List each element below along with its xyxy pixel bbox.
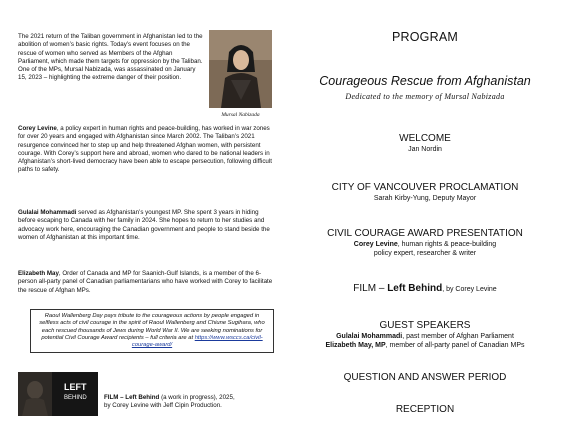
film-thumb-title-1: LEFT: [64, 382, 87, 392]
dedication: Dedicated to the memory of Mursal Nabizada: [345, 92, 505, 101]
program-reception: RECEPTION: [395, 404, 455, 415]
speaker-2-name: Elizabeth May, MP: [325, 342, 386, 349]
film-description: [104, 394, 274, 411]
mursal-nabizada-photo: [209, 30, 272, 108]
speaker-2-role: , member of all-party panel of Canadian MPs: [385, 342, 525, 349]
program-proclamation: [296, 182, 554, 203]
welcome-heading: WELCOME: [399, 133, 451, 144]
film-suffix: , by Corey Levine: [442, 286, 497, 293]
wallenberg-notice-box: [30, 309, 274, 353]
film-desc: (a work in progress), 2025,: [159, 394, 235, 401]
speakers-heading: GUEST SPEAKERS: [379, 320, 471, 331]
program-welcome: [296, 133, 554, 154]
event-title: Courageous Rescue from Afghanistan: [319, 74, 531, 88]
proclamation-speaker: Sarah Kirby-Yung, Deputy Mayor: [373, 195, 477, 202]
program-speakers: [296, 320, 554, 350]
film-prefix: FILM –: [353, 283, 388, 294]
bio-name: Corey Levine: [18, 125, 57, 132]
welcome-speaker: Jan Nordin: [408, 146, 442, 153]
program-award: [296, 228, 554, 258]
award-desc-2: policy expert, researcher & writer: [373, 250, 477, 257]
film-credit: by Corey Levine with Jeff Cipin Production.: [104, 402, 222, 410]
award-heading: CIVIL COURAGE AWARD PRESENTATION: [327, 228, 523, 239]
bio-name: Elizabeth May: [18, 270, 59, 277]
film-title: Left Behind: [387, 283, 443, 294]
intro-paragraph: The 2021 return of the Taliban government in Afghanistan led to the abolition of women’s basic rights. Today’s event focuses on the rescue of women who served as Members of the Afghan Parliament, which made them targets for oppression by the Taliban. One of the MPs, Mursal Nabizada, was assassinated on January 15, 2023 – highlighting the extreme danger of their position.: [18, 33, 203, 82]
bio-text: , Order of Canada and MP for Saanich-Gulf Islands, is a member of the 6-person all-party panel of Canadian parliamentarians who have worked with Corey to facilitate the rescue of Afghan MPs.: [18, 270, 273, 294]
film-label: FILM – Left Behind: [104, 394, 160, 401]
award-recipient: Corey Levine: [353, 241, 398, 248]
bio-gulalai-mohammadi: [18, 209, 274, 242]
program-title: PROGRAM: [392, 30, 458, 44]
bio-corey-levine: [18, 125, 274, 175]
photo-caption: Mursal Nabizada: [221, 112, 260, 118]
speaker-1-name: Gulalai Mohammadi: [336, 333, 403, 340]
civil-courage-link[interactable]: https://www.wsccs.ca/civil-courage-award/: [131, 334, 263, 349]
bio-text: , a policy expert in human rights and peace-building, has worked in war zones for over 20 years and engaged with Afghanistan since March 2002. The Taliban’s 2021 resurgence convinced her to step up and help threatened Afghan women, with persistent courage. With Corey’s support here and abroad, women who dared to be national leaders in Afghanistan’s short-lived democracy have been able to escape persecution, following difficult paths to safety.: [18, 125, 272, 174]
bio-name: Gulalai Mohammadi: [18, 209, 77, 216]
program-film: [296, 283, 554, 294]
film-thumbnail: [18, 372, 98, 416]
bio-elizabeth-may: [18, 270, 274, 295]
speaker-1-role: , past member of Afghan Parliament: [402, 333, 514, 340]
film-thumb-title-2: BEHIND: [64, 395, 87, 401]
award-desc-1: , human rights & peace-building: [397, 241, 497, 248]
bio-text: served as Afghanistan’s youngest MP. She spent 3 years in hiding before escaping to Canada with her family in 2024. She hopes to return to her studies and advocacy work here, encouraging the Canadian government and people to stand beside the women of Afghanistan at this important time.: [18, 209, 270, 241]
notice-text: Raoul Wallenberg Day pays tribute to the courageous actions by people engaged in selfless acts of civil courage in the spirit of Raoul Wallenberg and Chiune Sugihara, who each rescued thousands of Jews during World War II. We are seeking nominations for potential Civil Courage Award recipients – full criteria are at: [39, 313, 265, 341]
proclamation-heading: CITY OF VANCOUVER PROCLAMATION: [331, 182, 519, 193]
program-qa: QUESTION AND ANSWER PERIOD: [343, 372, 507, 383]
